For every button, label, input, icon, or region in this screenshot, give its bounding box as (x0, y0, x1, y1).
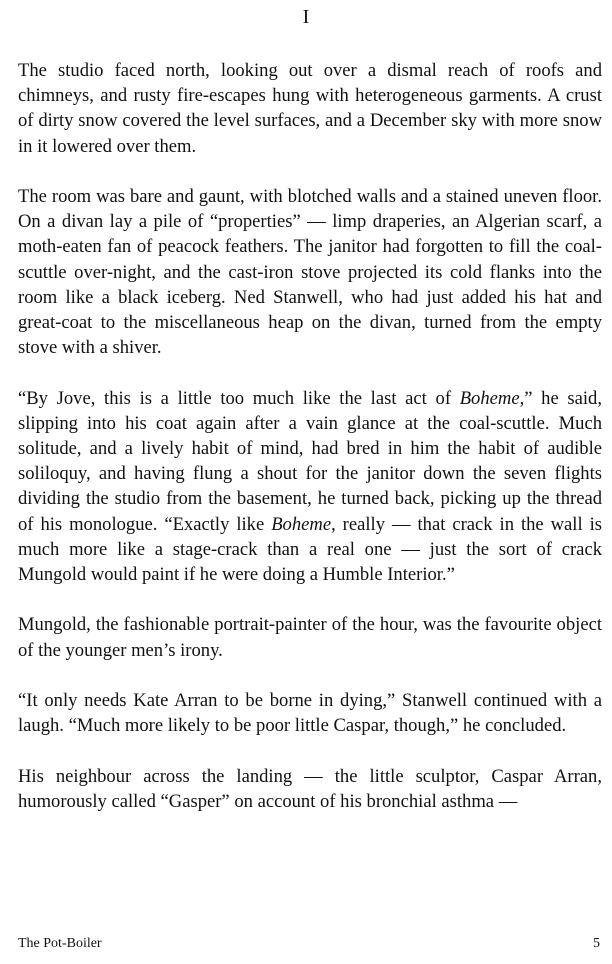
text-run: The room was bare and gaunt, with blotched walls and a stained uneven floor. On a divan lay a pile of “properties” — limp draperies, an Algerian scarf, a moth-eaten fan of peacock feathers. The janitor had forgotten to fill the coal-scuttle over-night, and the cast-iron stove projected its cold flanks into the room like a black iceberg. Ned Stanwell, who had just added his hat and great-coat to the miscellaneous heap on the divan, turned from the empty stove with a shiver. (18, 186, 602, 359)
footer-book-title: The Pot-Boiler (18, 936, 102, 951)
running-footer (18, 935, 600, 953)
text-run: Mungold, the fashionable portrait-painter of the hour, was the favourite object of the younger men’s irony. (18, 614, 602, 661)
text-run: “It only needs Kate Arran to be borne in dying,” Stanwell continued with a laugh. “Much more likely to be poor little Caspar, though,” he concluded. (18, 690, 602, 737)
text-run: ,” he said, slipping into his coat again after a vain glance at the coal-scuttle. Much solitude, and a lively habit of mind, had bred in him the habit of audible soliloquy, and having flung a shout for the janitor down the seven flights dividing the studio from the basement, he turned back, picking up the thread of his monologue. “Exactly like (18, 387, 602, 535)
footer-page-number: 5 (593, 936, 600, 951)
text-run: His neighbour across the landing — the little sculptor, Caspar Arran, humorously called “Gasper” on account of his bronchial asthma — (18, 765, 602, 812)
chapter-heading: I (302, 6, 310, 28)
paragraph (18, 688, 602, 738)
paragraph (18, 58, 602, 159)
paragraph (18, 184, 602, 360)
text-run: “By Jove, this is a little too much like the last act of (18, 387, 460, 409)
paragraph (18, 612, 602, 662)
paragraph (18, 764, 602, 814)
body-text (18, 58, 602, 814)
italic-text: Boheme (459, 387, 520, 409)
paragraph (18, 386, 602, 588)
italic-text: Boheme (271, 513, 332, 535)
text-run: The studio faced north, looking out over a dismal reach of roofs and chimneys, and rusty fire-escapes hung with heterogeneous garments. A crust of dirty snow covered the level surfaces, and a December sky with more snow in it lowered over them. (18, 60, 602, 157)
text-run: , really — that crack in the wall is much more like a stage-crack than a real one — just the sort of crack Mungold would paint if he were doing a Humble Interior.” (18, 513, 602, 586)
